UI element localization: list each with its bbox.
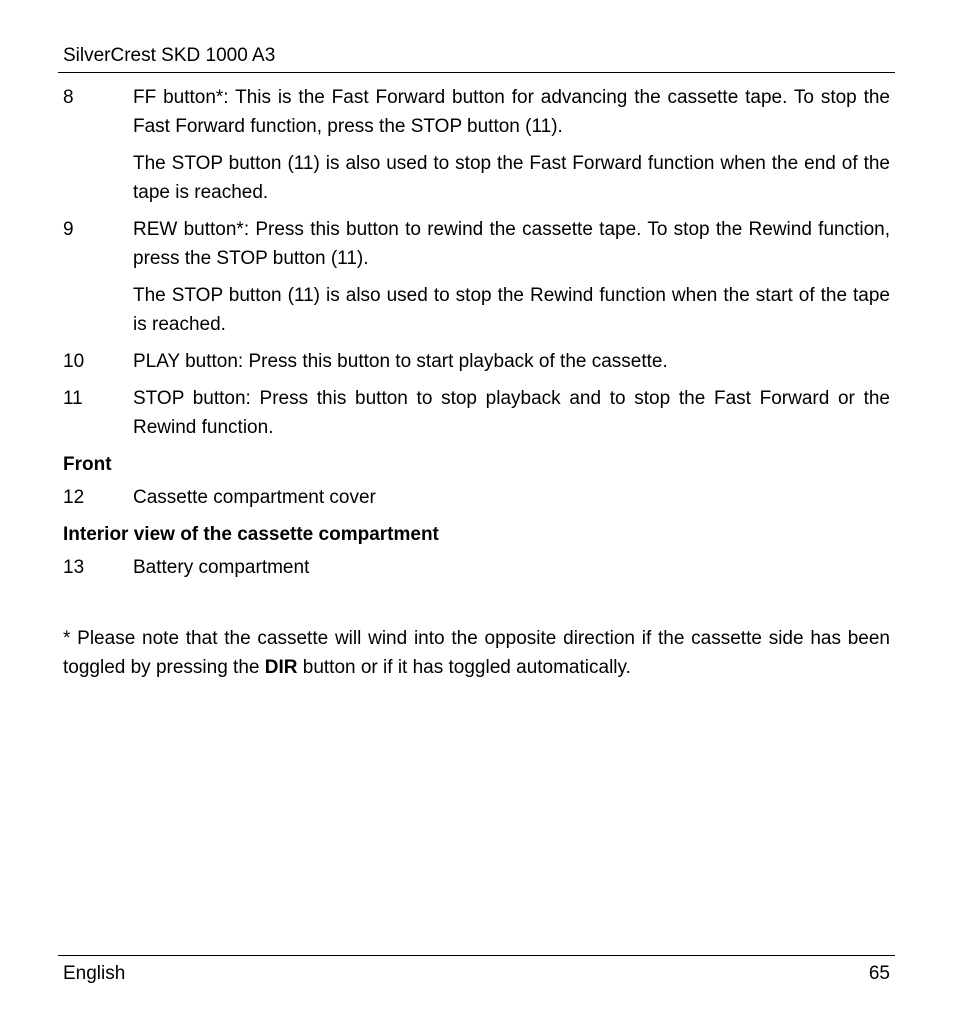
page-content <box>63 83 890 701</box>
footnote-bold-term: DIR <box>264 657 298 678</box>
footer-language: English <box>63 963 126 984</box>
item-number: 9 <box>63 219 74 240</box>
footnote-text-before: * Please note that the cassette will wind into the opposite direction if the cassette side has been toggled by pressing the <box>63 628 890 678</box>
item-paragraph: Cassette compartment cover <box>133 487 376 508</box>
list-item <box>63 483 890 512</box>
list-item <box>63 215 890 339</box>
section-heading-interior: Interior view of the cassette compartment <box>63 524 439 545</box>
item-number: 8 <box>63 87 74 108</box>
item-paragraph: The STOP button (11) is also used to stop the Fast Forward function when the end of the tape is reached. <box>133 153 890 203</box>
item-paragraph: REW button*: Press this button to rewind the cassette tape. To stop the Rewind function, press the STOP button (11). <box>133 219 890 269</box>
item-number: 13 <box>63 557 85 578</box>
item-paragraph: Battery compartment <box>133 557 310 578</box>
item-number: 11 <box>63 388 83 409</box>
item-number: 10 <box>63 351 85 372</box>
item-number: 12 <box>63 487 85 508</box>
footnote <box>63 624 890 682</box>
page-number: 65 <box>868 963 890 984</box>
item-paragraph: The STOP button (11) is also used to stop the Rewind function when the start of the tape is reached. <box>133 285 890 335</box>
footer-rule <box>58 955 895 956</box>
section-heading-front: Front <box>63 454 112 475</box>
item-paragraph: STOP button: Press this button to stop playback and to stop the Fast Forward or the Rewind function. <box>133 388 890 438</box>
item-paragraph: FF button*: This is the Fast Forward button for advancing the cassette tape. To stop the Fast Forward function, press the STOP button (11). <box>133 87 890 137</box>
footnote-text-after: button or if it has toggled automatically. <box>297 657 631 678</box>
item-paragraph: PLAY button: Press this button to start playback of the cassette. <box>133 351 668 372</box>
list-item <box>63 83 890 207</box>
page-header-title: SilverCrest SKD 1000 A3 <box>63 45 276 66</box>
list-item <box>63 384 890 442</box>
list-item <box>63 347 890 376</box>
header-rule <box>58 72 895 73</box>
list-item <box>63 553 890 582</box>
